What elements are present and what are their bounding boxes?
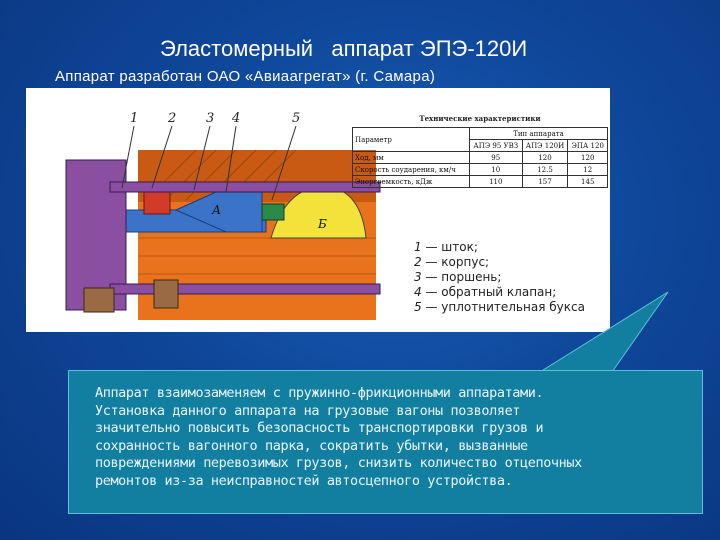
value-cell: 145	[568, 176, 608, 188]
type-cell: ЭПА 120	[568, 140, 608, 152]
chamber-b-label: Б	[318, 217, 327, 231]
legend-item: 1 — шток;	[414, 240, 478, 254]
value-cell: 120	[522, 152, 568, 164]
part-number-3: 3	[206, 111, 215, 126]
value-cell: 12	[568, 164, 608, 176]
header-param: Параметр	[353, 128, 470, 152]
value-cell: 95	[470, 152, 523, 164]
callout-box	[68, 370, 703, 514]
value-cell: 120	[568, 152, 608, 164]
legend-item: 5 — уплотнительная букса	[414, 300, 585, 314]
slide-title: Эластомерный аппарат ЭПЭ-120И	[160, 36, 528, 61]
param-cell: Скорость соударения, км/ч	[353, 164, 470, 176]
legend-item: 3 — поршень;	[414, 270, 502, 284]
part-number-5: 5	[292, 111, 301, 126]
value-cell: 157	[522, 176, 568, 188]
part-number-4: 4	[232, 111, 241, 126]
type-cell: АПЭ 120И	[522, 140, 568, 152]
value-cell: 12.5	[522, 164, 568, 176]
legend-item: 4 — обратный клапан;	[414, 285, 557, 299]
chamber-a-label: А	[212, 203, 222, 217]
type-cell: АПЭ 95 УВЗ	[470, 140, 523, 152]
specs-title: Технические характеристики	[419, 114, 541, 123]
value-cell: 10	[470, 164, 523, 176]
slide-subtitle: Аппарат разработан ОАО «Авиаагрегат» (г. Самара)	[55, 68, 436, 85]
param-cell: Энергоемкость, кДж	[353, 176, 470, 188]
header-type: Тип аппарата	[470, 128, 608, 140]
param-cell: Ход, мм	[353, 152, 470, 164]
part-number-2: 2	[168, 111, 177, 126]
value-cell: 110	[470, 176, 523, 188]
callout-text: Аппарат взаимозаменяем с пружинно-фрикционными аппаратами. Установка данного аппарата на грузовые вагоны позволяет значительно повысить безопасность транспортировки грузов и сохранность вагонного парка, сократить убытки, вызванные повреждениями перевозимых грузов, снизить количество отцепочных ремонтов из-за неисправностей автосцепного устройства.	[95, 385, 582, 489]
legend-item: 2 — корпус;	[414, 255, 490, 269]
part-number-1: 1	[130, 111, 139, 126]
